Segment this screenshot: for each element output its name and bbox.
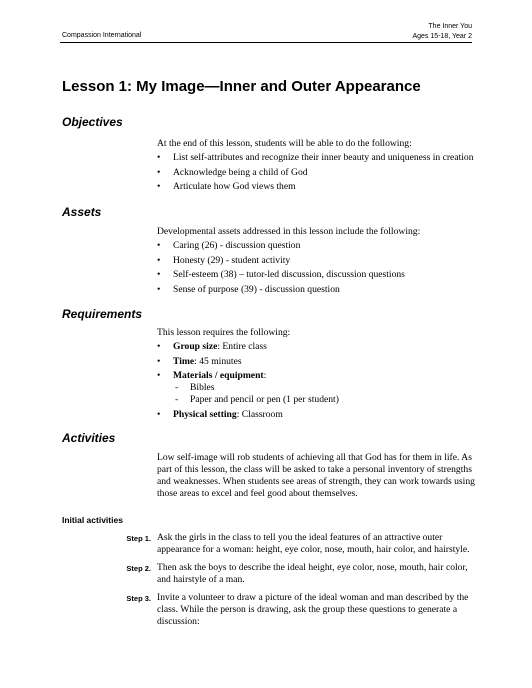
requirements-section: [157, 327, 477, 423]
list-item: • Caring (26) - discussion question: [157, 240, 477, 252]
header-organization: Compassion International: [62, 32, 142, 39]
step-text: Invite a volunteer to draw a picture of the ideal woman and man described by the class. While the person is drawing, ask the group these questions to generate a discussion:: [157, 592, 469, 627]
group-size-value: : Entire class: [217, 341, 267, 352]
materials-list: [173, 382, 477, 406]
list-item: • Sense of purpose (39) - discussion question: [157, 284, 477, 296]
step-label: Step 3.: [126, 594, 151, 603]
header-divider: [60, 42, 472, 43]
requirements-list: [157, 341, 477, 421]
activities-text: Low self-image will rob students of achieving all that God has for them in life. As part of this lesson, the class will be asked to take a personal inventory of strengths and weaknesses. When students see areas of strength, they can work towards using those areas to excel and feel good about themselves.: [157, 452, 475, 499]
header-age-year: Ages 15-18, Year 2: [412, 33, 472, 40]
physical-setting-label: Physical setting: [173, 408, 237, 420]
assets-intro: Developmental assets addressed in this lesson include the following:: [157, 226, 421, 237]
step-text: Ask the girls in the class to tell you the ideal features of an attractive outer appearance for a woman: height, eye color, nose, mouth, hair color, and hairstyle.: [157, 532, 470, 555]
step-text: Then ask the boys to describe the ideal height, eye color, nose, mouth, hair color, and hairstyle of a man.: [157, 562, 468, 585]
step-label: Step 1.: [126, 534, 151, 543]
materials-colon: :: [263, 370, 267, 381]
assets-section: [157, 226, 477, 298]
requirements-heading: Requirements: [62, 307, 143, 321]
initial-activities-heading: Initial activities: [62, 515, 123, 525]
objectives-heading: Objectives: [62, 115, 123, 129]
requirements-intro: This lesson requires the following:: [157, 327, 291, 338]
list-item: • Self-esteem (38) – tutor-led discussion, discussion questions: [157, 269, 477, 281]
activities-heading: Activities: [62, 431, 116, 445]
group-size-label: Group size: [173, 341, 218, 352]
list-item: [157, 341, 477, 353]
list-item: • Acknowledge being a child of God: [157, 167, 477, 179]
list-item: - Paper and pencil or pen (1 per student): [173, 394, 477, 406]
list-item: [157, 370, 477, 406]
header-course-info: [412, 22, 472, 42]
physical-setting-value: : Classroom: [236, 408, 283, 420]
assets-heading: Assets: [62, 205, 102, 219]
header-course-title: The Inner You: [428, 23, 472, 30]
objectives-intro: At the end of this lesson, students will be able to do the following:: [157, 138, 412, 149]
step-label: Step 2.: [126, 564, 151, 573]
list-item: • List self-attributes and recognize their inner beauty and uniqueness in creation: [157, 152, 477, 164]
list-item: • Honesty (29) - student activity: [157, 255, 477, 267]
objectives-section: [157, 138, 477, 196]
list-item: [157, 356, 477, 368]
materials-label: Materials / equipment: [173, 370, 264, 381]
list-item: [157, 409, 477, 421]
assets-list: [157, 240, 477, 296]
list-item: - Bibles: [173, 382, 477, 394]
time-value: : 45 minutes: [194, 355, 242, 367]
time-label: Time: [173, 355, 195, 367]
list-item: • Articulate how God views them: [157, 181, 477, 193]
lesson-title: Lesson 1: My Image—Inner and Outer Appearance: [62, 78, 421, 95]
objectives-list: [157, 152, 477, 193]
